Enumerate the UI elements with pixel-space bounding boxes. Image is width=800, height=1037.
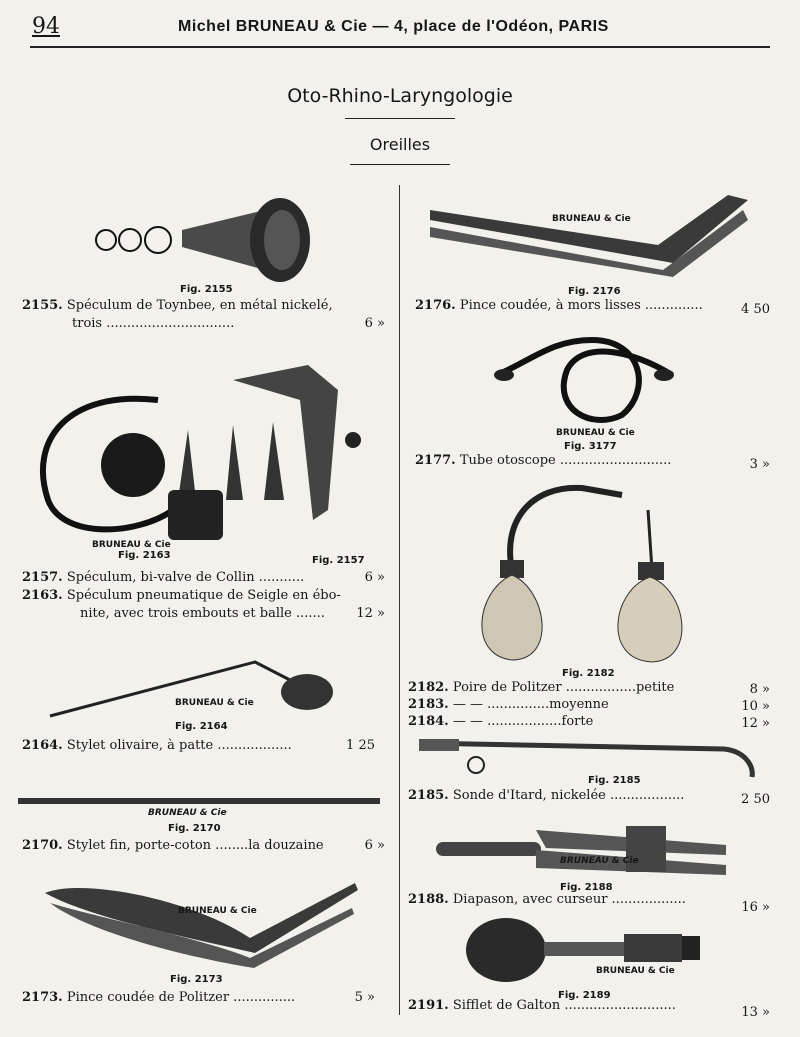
entry-number: 2188. [408, 892, 449, 907]
entry-number: 2191. [408, 998, 449, 1013]
entry-number: 2170. [22, 838, 63, 853]
figure-label-2164: Fig. 2164 [175, 721, 228, 732]
price-2164: 1 25 [346, 738, 375, 753]
entry-2185 [408, 788, 684, 804]
figure-label-2188: Fig. 2188 [560, 882, 613, 893]
figure-label-3177: Fig. 3177 [564, 441, 617, 452]
header-rule [30, 46, 770, 48]
entry-number: 2182. [408, 680, 449, 695]
entry-2188 [408, 892, 686, 908]
itard-sonde-illustration [414, 735, 759, 785]
entry-number: 2183. [408, 697, 449, 712]
brand-mark-2164: BRUNEAU & Cie [175, 698, 254, 708]
price-2185: 2 50 [741, 792, 770, 807]
toynbee-speculum-illustration [90, 185, 330, 285]
entry-description: Stylet fin, porte-coton ........la douzaine [66, 838, 324, 853]
entry-number: 2157. [22, 570, 63, 585]
entry-number: 2177. [415, 453, 456, 468]
angled-forceps-illustration [428, 185, 753, 280]
price-2188: 16 » [741, 900, 770, 915]
price-2176: 4 50 [741, 302, 770, 317]
entry-description: Pince coudée, à mors lisses .............. [459, 298, 703, 313]
entry-2155 [22, 298, 333, 314]
column-divider [399, 185, 400, 1015]
price-2191: 13 » [741, 1005, 770, 1020]
entry-2191 [408, 998, 676, 1014]
pneumatic-speculum-illustration [28, 360, 368, 550]
entry-description: Sifflet de Galton ........................... [452, 998, 676, 1013]
brand-mark-2173: BRUNEAU & Cie [178, 906, 257, 916]
entry-2164 [22, 738, 292, 754]
olive-stylet-illustration [45, 650, 335, 730]
figure-label-2173: Fig. 2173 [170, 974, 223, 985]
price-2157: 6 » [364, 570, 385, 585]
entry-2155-line2: trois ............................... [72, 316, 235, 331]
otoscope-tube-illustration [492, 330, 677, 430]
figure-label-2182: Fig. 2182 [562, 668, 615, 679]
politzer-forceps-illustration [40, 878, 370, 973]
entry-description: Poire de Politzer .................petite [452, 680, 675, 695]
fine-stylet-illustration [18, 795, 380, 809]
figure-label-2185: Fig. 2185 [588, 775, 641, 786]
entry-2177 [415, 453, 671, 469]
entry-description: Sonde d'Itard, nickelée .................. [452, 788, 685, 803]
figure-label-2189: Fig. 2189 [558, 990, 611, 1001]
entry-number: 2185. [408, 788, 449, 803]
entry-description: Spéculum, bi-valve de Collin ........... [66, 570, 305, 585]
entry-2170 [22, 838, 324, 854]
entry-number: 2173. [22, 990, 63, 1005]
entry-2163-line2: nite, avec trois embouts et balle ....... [80, 606, 325, 621]
price-2177: 3 » [749, 457, 770, 472]
figure-label-2155: Fig. 2155 [180, 284, 233, 295]
entry-2184 [408, 714, 593, 730]
price-2155: 6 » [364, 316, 385, 331]
tuning-fork-illustration [436, 820, 731, 882]
entry-description: Stylet olivaire, à patte .................. [66, 738, 292, 753]
price-2183: 10 » [741, 699, 770, 714]
politzer-bulb-illustration [472, 480, 702, 670]
price-2170: 6 » [364, 838, 385, 853]
section-title: Oto-Rhino-Laryngologie [287, 85, 513, 107]
entry-number: 2184. [408, 714, 449, 729]
title-rule [345, 118, 455, 119]
entry-description: Diapason, avec curseur .................. [452, 892, 686, 907]
entry-2173 [22, 990, 295, 1006]
entry-2176 [415, 298, 703, 314]
subsection-title: Oreilles [369, 135, 431, 154]
figure-label-2163: Fig. 2163 [118, 550, 171, 561]
entry-number: 2164. [22, 738, 63, 753]
entry-2183 [408, 697, 609, 713]
brand-mark-2189: BRUNEAU & Cie [596, 966, 675, 976]
entry-description: Pince coudée de Politzer ............... [66, 990, 296, 1005]
entry-description: Spéculum de Toynbee, en métal nickelé, [66, 298, 333, 313]
brand-mark-2163: BRUNEAU & Cie [92, 540, 171, 550]
price-2173: 5 » [354, 990, 375, 1005]
price-2182: 8 » [749, 682, 770, 697]
price-2163: 12 » [356, 606, 385, 621]
running-head: Michel BRUNEAU & Cie — 4, place de l'Odéon, PARIS [178, 18, 609, 35]
entry-2163 [22, 588, 341, 604]
entry-number: 2163. [22, 588, 63, 603]
figure-label-2170: Fig. 2170 [168, 823, 221, 834]
entry-2157 [22, 570, 304, 586]
entry-description: Tube otoscope ........................... [459, 453, 672, 468]
figure-label-2176: Fig. 2176 [568, 286, 621, 297]
price-2184: 12 » [741, 716, 770, 731]
entry-2182 [408, 680, 674, 696]
subsection-rule [350, 164, 450, 165]
entry-description: Spéculum pneumatique de Seigle en ébo- [66, 588, 341, 603]
page-number: 94 [32, 14, 60, 39]
entry-number: 2176. [415, 298, 456, 313]
entry-description: — — ...............moyenne [452, 697, 609, 712]
figure-label-2157: Fig. 2157 [312, 555, 365, 566]
brand-mark-2176: BRUNEAU & Cie [552, 214, 631, 224]
entry-number: 2155. [22, 298, 63, 313]
brand-mark-2188: BRUNEAU & Cie [560, 856, 639, 866]
brand-mark-3177: BRUNEAU & Cie [556, 428, 635, 438]
brand-mark-2170: BRUNEAU & Cie [148, 808, 227, 818]
entry-description: — — ..................forte [452, 714, 594, 729]
